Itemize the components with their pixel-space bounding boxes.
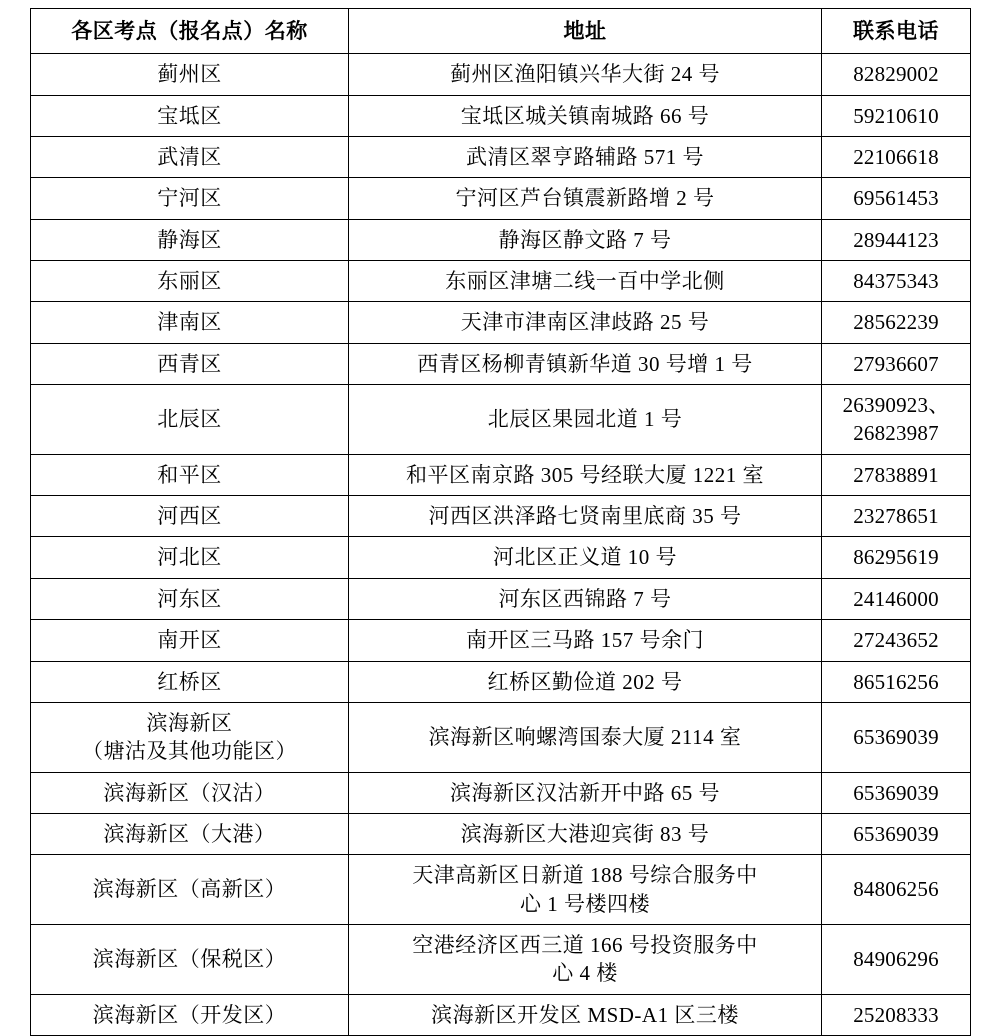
cell-phone: 84806256 xyxy=(822,855,971,925)
cell-address: 红桥区勤俭道 202 号 xyxy=(349,661,822,702)
cell-phone: 86516256 xyxy=(822,661,971,702)
table-body xyxy=(31,54,971,1036)
cell-district: 和平区 xyxy=(31,454,349,495)
column-header-phone: 联系电话 xyxy=(822,9,971,54)
table-header-row xyxy=(31,9,971,54)
cell-address: 东丽区津塘二线一百中学北侧 xyxy=(349,261,822,302)
column-header-district: 各区考点（报名点）名称 xyxy=(31,9,349,54)
table-row xyxy=(31,261,971,302)
cell-district: 河西区 xyxy=(31,496,349,537)
cell-district: 滨海新区 （塘沽及其他功能区） xyxy=(31,702,349,772)
cell-district: 蓟州区 xyxy=(31,54,349,95)
cell-district: 东丽区 xyxy=(31,261,349,302)
cell-district: 武清区 xyxy=(31,137,349,178)
cell-address: 北辰区果园北道 1 号 xyxy=(349,385,822,455)
cell-address: 河东区西锦路 7 号 xyxy=(349,578,822,619)
table-row xyxy=(31,454,971,495)
cell-address: 河北区正义道 10 号 xyxy=(349,537,822,578)
cell-address: 滨海新区汉沽新开中路 65 号 xyxy=(349,772,822,813)
cell-district: 静海区 xyxy=(31,219,349,260)
cell-district: 滨海新区（高新区） xyxy=(31,855,349,925)
cell-phone: 69561453 xyxy=(822,178,971,219)
cell-phone: 28562239 xyxy=(822,302,971,343)
cell-phone: 27936607 xyxy=(822,343,971,384)
table-row xyxy=(31,994,971,1035)
cell-district: 滨海新区（保税区） xyxy=(31,924,349,994)
table-row xyxy=(31,137,971,178)
table-row xyxy=(31,496,971,537)
cell-district: 宁河区 xyxy=(31,178,349,219)
cell-district: 河东区 xyxy=(31,578,349,619)
cell-phone: 86295619 xyxy=(822,537,971,578)
cell-phone: 28944123 xyxy=(822,219,971,260)
cell-address: 滨海新区大港迎宾街 83 号 xyxy=(349,813,822,854)
cell-phone: 84906296 xyxy=(822,924,971,994)
table-row xyxy=(31,343,971,384)
table-row xyxy=(31,620,971,661)
cell-phone: 65369039 xyxy=(822,813,971,854)
table-row xyxy=(31,661,971,702)
cell-address: 天津市津南区津歧路 25 号 xyxy=(349,302,822,343)
cell-district: 滨海新区（大港） xyxy=(31,813,349,854)
cell-district: 北辰区 xyxy=(31,385,349,455)
table-row xyxy=(31,178,971,219)
cell-address: 宁河区芦台镇震新路增 2 号 xyxy=(349,178,822,219)
cell-address: 和平区南京路 305 号经联大厦 1221 室 xyxy=(349,454,822,495)
cell-address: 蓟州区渔阳镇兴华大街 24 号 xyxy=(349,54,822,95)
cell-phone: 27243652 xyxy=(822,620,971,661)
cell-phone: 82829002 xyxy=(822,54,971,95)
table-row xyxy=(31,924,971,994)
cell-district: 南开区 xyxy=(31,620,349,661)
cell-phone: 24146000 xyxy=(822,578,971,619)
cell-district: 西青区 xyxy=(31,343,349,384)
table-row xyxy=(31,385,971,455)
cell-address: 南开区三马路 157 号余门 xyxy=(349,620,822,661)
cell-phone: 25208333 xyxy=(822,994,971,1035)
cell-address: 武清区翠亨路辅路 571 号 xyxy=(349,137,822,178)
table-row xyxy=(31,813,971,854)
cell-address: 河西区洪泽路七贤南里底商 35 号 xyxy=(349,496,822,537)
cell-district: 红桥区 xyxy=(31,661,349,702)
table-row xyxy=(31,772,971,813)
cell-district: 津南区 xyxy=(31,302,349,343)
cell-district: 宝坻区 xyxy=(31,95,349,136)
table-row xyxy=(31,855,971,925)
cell-phone: 27838891 xyxy=(822,454,971,495)
cell-address: 西青区杨柳青镇新华道 30 号增 1 号 xyxy=(349,343,822,384)
cell-phone: 65369039 xyxy=(822,702,971,772)
cell-phone: 26390923、 26823987 xyxy=(822,385,971,455)
table-row xyxy=(31,537,971,578)
cell-district: 河北区 xyxy=(31,537,349,578)
cell-phone: 59210610 xyxy=(822,95,971,136)
cell-address: 天津高新区日新道 188 号综合服务中 心 1 号楼四楼 xyxy=(349,855,822,925)
cell-district: 滨海新区（开发区） xyxy=(31,994,349,1035)
cell-phone: 65369039 xyxy=(822,772,971,813)
cell-phone: 23278651 xyxy=(822,496,971,537)
cell-address: 宝坻区城关镇南城路 66 号 xyxy=(349,95,822,136)
exam-site-contact-table xyxy=(30,8,971,1036)
column-header-address: 地址 xyxy=(349,9,822,54)
table-row xyxy=(31,578,971,619)
cell-address: 滨海新区开发区 MSD-A1 区三楼 xyxy=(349,994,822,1035)
table-row xyxy=(31,702,971,772)
table-row xyxy=(31,219,971,260)
cell-phone: 22106618 xyxy=(822,137,971,178)
cell-address: 静海区静文路 7 号 xyxy=(349,219,822,260)
cell-address: 空港经济区西三道 166 号投资服务中 心 4 楼 xyxy=(349,924,822,994)
cell-address: 滨海新区响螺湾国泰大厦 2114 室 xyxy=(349,702,822,772)
table-row xyxy=(31,95,971,136)
table-row xyxy=(31,54,971,95)
table-row xyxy=(31,302,971,343)
cell-phone: 84375343 xyxy=(822,261,971,302)
cell-district: 滨海新区（汉沽） xyxy=(31,772,349,813)
